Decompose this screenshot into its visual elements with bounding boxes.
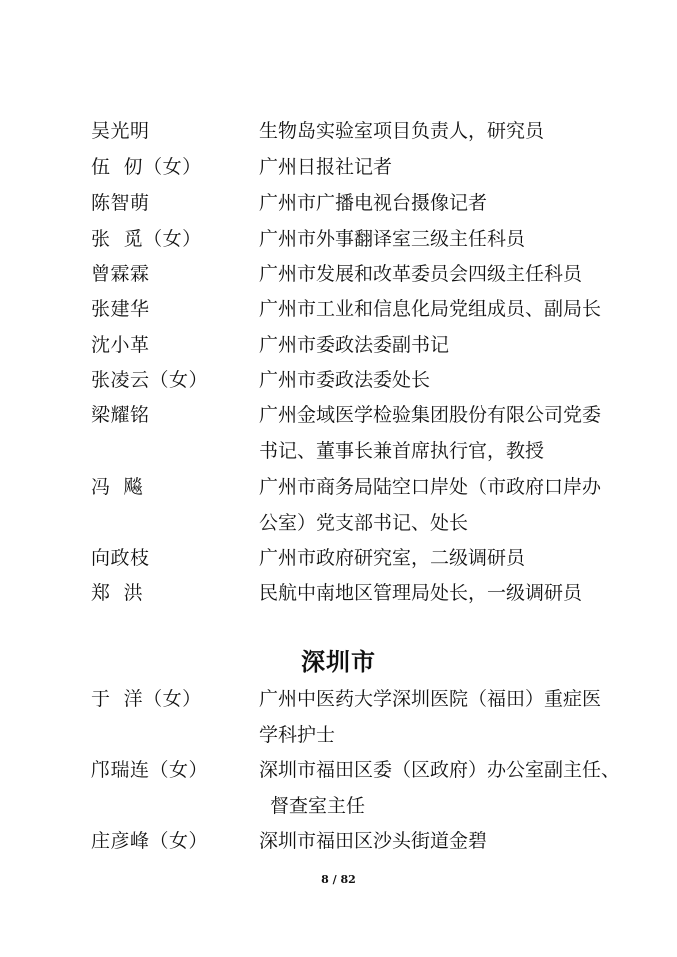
person-title-continued: 公室）党支部书记、处长 xyxy=(259,512,469,534)
person-name: 向政枝 xyxy=(91,547,150,569)
page-indicator: 8 / 82 xyxy=(321,873,356,886)
person-name: 伍 仞（女） xyxy=(91,156,202,178)
person-title-continued: 书记、董事长兼首席执行官，教授 xyxy=(259,440,545,462)
person-title-continued: 学科护士 xyxy=(259,724,336,746)
person-name: 庄彦峰（女） xyxy=(91,830,209,852)
person-name: 张凌云（女） xyxy=(91,369,209,391)
person-title: 广州市工业和信息化局党组成员、副局长 xyxy=(259,298,602,320)
person-name: 曾霖霖 xyxy=(91,263,150,285)
person-title: 广州中医药大学深圳医院（福田）重症医 xyxy=(259,688,602,710)
person-name: 张 觅（女） xyxy=(91,228,202,250)
person-title-continued: 督查室主任 xyxy=(270,795,366,817)
person-name: 沈小革 xyxy=(91,334,150,356)
person-name: 冯 飚 xyxy=(91,476,144,498)
person-name: 陈智萌 xyxy=(91,192,150,214)
person-title: 广州市政府研究室，二级调研员 xyxy=(259,547,526,569)
person-title: 广州市发展和改革委员会四级主任科员 xyxy=(259,263,583,285)
person-name: 于 洋（女） xyxy=(91,688,202,710)
person-title: 广州市商务局陆空口岸处（市政府口岸办 xyxy=(259,476,602,498)
person-title: 广州市委政法委副书记 xyxy=(259,334,450,356)
person-title: 民航中南地区管理局处长，一级调研员 xyxy=(259,582,583,604)
person-title: 深圳市福田区沙头街道金碧 xyxy=(259,830,488,852)
person-title: 广州市外事翻译室三级主任科员 xyxy=(259,228,526,250)
person-name: 郑 洪 xyxy=(91,582,144,604)
person-title: 广州金域医学检验集团股份有限公司党委 xyxy=(259,404,602,426)
person-title: 广州市委政法委处长 xyxy=(259,369,431,391)
section-heading: 深圳市 xyxy=(301,648,376,676)
person-name: 吴光明 xyxy=(91,120,150,142)
person-title: 深圳市福田区委（区政府）办公室副主任、 xyxy=(259,759,621,781)
person-name: 梁耀铭 xyxy=(91,404,150,426)
person-title: 广州市广播电视台摄像记者 xyxy=(259,192,488,214)
person-title: 生物岛实验室项目负责人，研究员 xyxy=(259,120,545,142)
person-title: 广州日报社记者 xyxy=(259,156,393,178)
person-name: 张建华 xyxy=(91,298,150,320)
person-name: 邝瑞连（女） xyxy=(91,759,209,781)
